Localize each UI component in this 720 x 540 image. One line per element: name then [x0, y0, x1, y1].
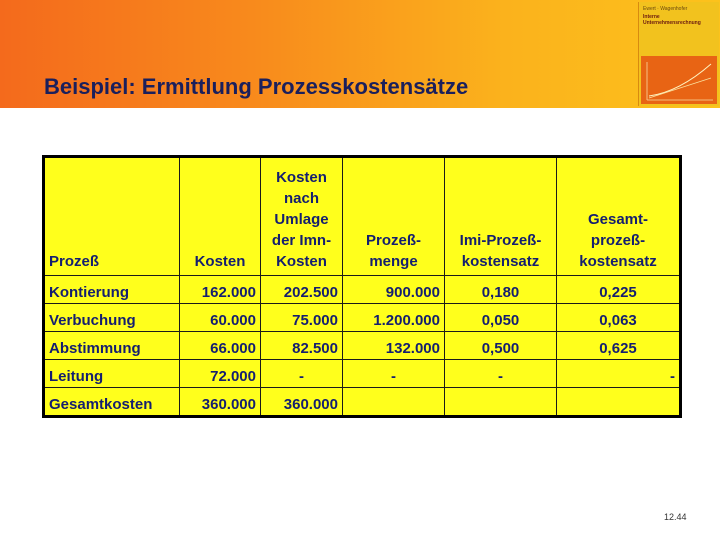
- cell-quantity: 1.200.000: [343, 304, 445, 332]
- table-row: [44, 276, 681, 304]
- table-header-row: [44, 157, 681, 276]
- cell-imi-rate: -: [445, 360, 557, 388]
- cell-total-costs-after: 360.000: [261, 388, 343, 417]
- table-row: [44, 304, 681, 332]
- cell-process: Verbuchung: [44, 304, 180, 332]
- cell-total-rate: -: [557, 360, 681, 388]
- header-costs-after-allocation: Kosten nach Umlage der Imn- Kosten: [261, 157, 343, 276]
- cell-costs: 66.000: [180, 332, 261, 360]
- header-imi-rate: Imi-Prozeß- kostensatz: [445, 157, 557, 276]
- cell-costs-after: -: [261, 360, 343, 388]
- cell-empty: [445, 388, 557, 417]
- cell-total-rate: 0,625: [557, 332, 681, 360]
- header-total-rate: Gesamt- prozeß- kostensatz: [557, 157, 681, 276]
- cell-total-rate: 0,225: [557, 276, 681, 304]
- cell-costs-after: 82.500: [261, 332, 343, 360]
- cell-quantity: 900.000: [343, 276, 445, 304]
- header-process: Prozeß: [44, 157, 180, 276]
- book-title-line1: Interne: [643, 14, 660, 20]
- cell-imi-rate: 0,050: [445, 304, 557, 332]
- cell-empty: [343, 388, 445, 417]
- cell-quantity: 132.000: [343, 332, 445, 360]
- cell-empty: [557, 388, 681, 417]
- book-cover-graph-icon: [639, 2, 719, 106]
- cell-process: Abstimmung: [44, 332, 180, 360]
- cell-process: Leitung: [44, 360, 180, 388]
- cell-costs-after: 202.500: [261, 276, 343, 304]
- cell-costs-after: 75.000: [261, 304, 343, 332]
- cell-costs: 60.000: [180, 304, 261, 332]
- cell-quantity: -: [343, 360, 445, 388]
- page-number: 12.44: [664, 512, 687, 522]
- book-title-line2: Unternehmensrechnung: [643, 20, 701, 26]
- cell-process: Kontierung: [44, 276, 180, 304]
- table-row: [44, 360, 681, 388]
- process-cost-table: [42, 155, 682, 418]
- table-total-row: [44, 388, 681, 417]
- book-cover-thumbnail: [638, 2, 719, 106]
- header-process-quantity: Prozeß- menge: [343, 157, 445, 276]
- cell-total-rate: 0,063: [557, 304, 681, 332]
- book-author: Ewert · Wagenhofer: [643, 6, 688, 12]
- cell-imi-rate: 0,500: [445, 332, 557, 360]
- cell-costs: 72.000: [180, 360, 261, 388]
- page-title: Beispiel: Ermittlung Prozesskostensätze: [44, 74, 469, 99]
- cell-total-label: Gesamtkosten: [44, 388, 180, 417]
- cell-total-costs: 360.000: [180, 388, 261, 417]
- cell-imi-rate: 0,180: [445, 276, 557, 304]
- table-row: [44, 332, 681, 360]
- header-costs: Kosten: [180, 157, 261, 276]
- cell-costs: 162.000: [180, 276, 261, 304]
